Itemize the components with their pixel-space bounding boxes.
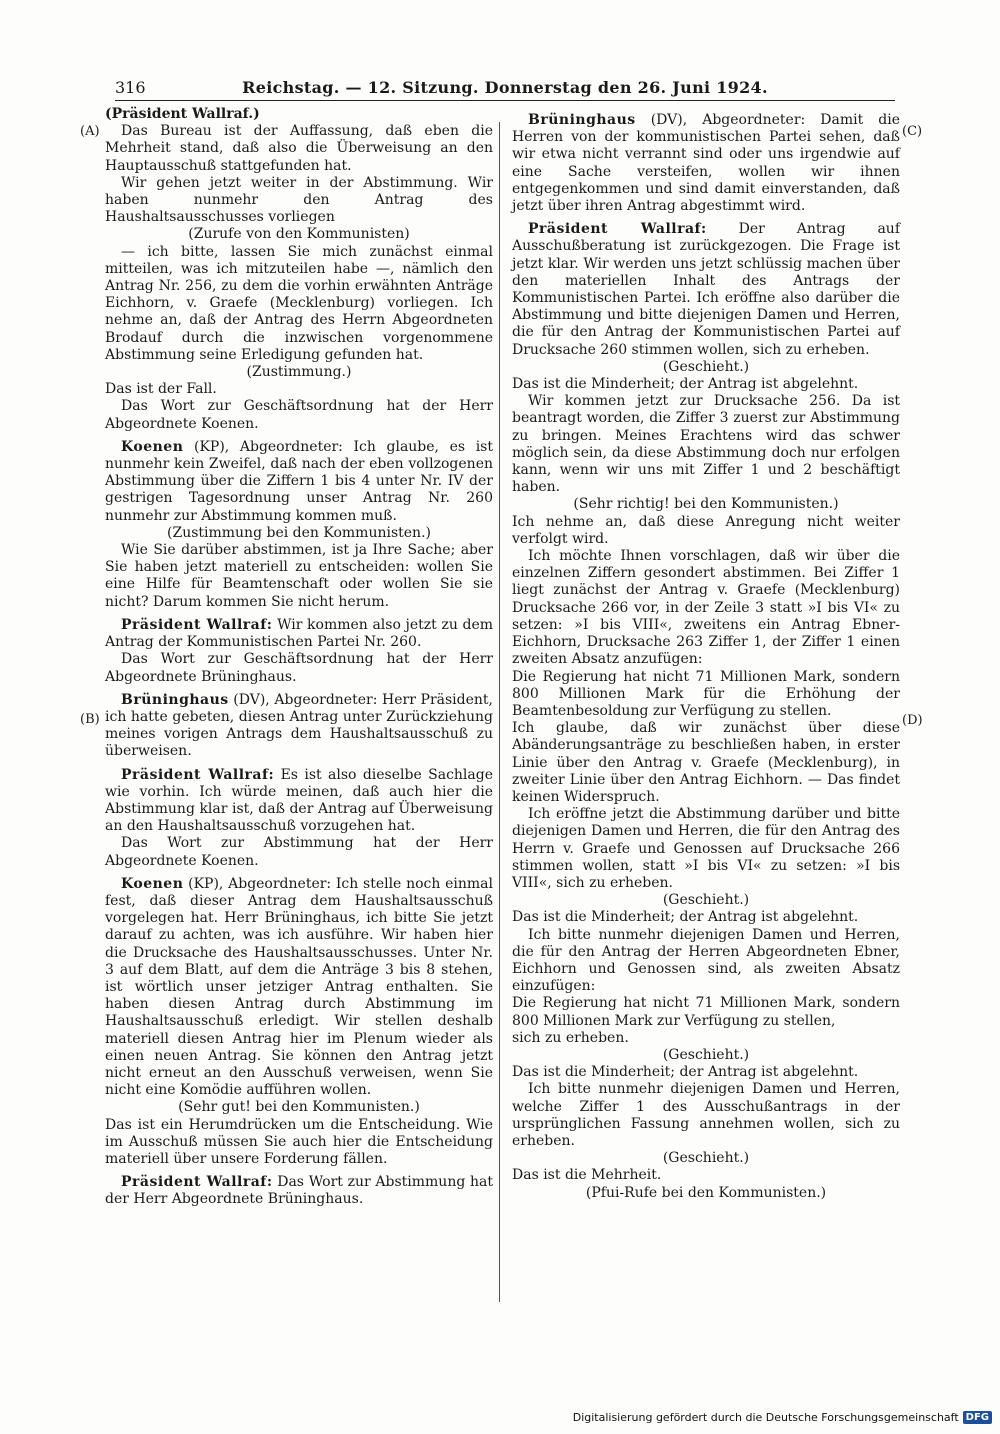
speech-text: Der Antrag auf Ausschußberatung ist zurückgezogen. Die Frage ist jetzt klar. Wir werden uns jetzt schlüssig machen über den materiellen Inhalt des Antrags der Kommunistischen Partei. Ich eröffne also darüber die Abstimmung und bitte diejenigen Damen und Herren, die für den Antrag der Kommunistischen Partei auf Drucksache 260 stimmen wollen, sich zu erheben.	[512, 221, 901, 358]
digitization-footer	[573, 1411, 992, 1424]
speech	[105, 617, 493, 651]
speech-text: (KP), Abgeordneter: Ich stelle noch einmal fest, daß dieser Antrag dem Haushaltsausschuß vorgelegen hat. Herr Brüninghaus, ich bitte Sie jetzt darauf zu achten, was ich ausführe. Wir haben hier die Drucksache des Haushaltsausschusses. Unter Nr. 3 auf dem Blatt, auf dem die Anträge 3 bis 8 stehen, ist wörtlich unser jetziger Antrag enthalten. Sie haben diesen Antrag durch Abstimmung im Haushaltsausschuß erledigt. Wir stellen deshalb materiell diesen Antrag hier im Plenum wieder als einen neuen Antrag. Sie können den Antrag jetzt nicht erneut an den Ausschuß verweisen, wenn Sie nicht eine Komödie aufführen wollen.	[105, 875, 494, 1099]
left-column	[105, 106, 493, 1209]
speech	[105, 1174, 493, 1208]
speech	[512, 221, 900, 359]
paragraph: — ich bitte, lassen Sie mich zunächst einmal mitteilen, was ich mitzuteilen habe —, nämlich den Antrag Nr. 256, zu dem die vorhin erwähnten Anträge Eichhorn, v. Graefe (Mecklenburg) vorliegen. Ich nehme an, daß der Antrag des Herrn Abgeordneten Brodauf durch die inzwischen vorgenommene Abstimmung seine Erledigung gefunden hat.	[105, 243, 493, 363]
running-title: Reichstag. — 12. Sitzung. Donnerstag den 26. Juni 1924.	[242, 78, 768, 97]
paragraph: Das Wort zur Geschäftsordnung hat der Herr Abgeordnete Brüninghaus.	[105, 651, 493, 685]
page-header	[115, 78, 895, 101]
column-divider	[499, 122, 500, 1302]
paragraph: Wir kommen jetzt zur Drucksache 256. Da ist beantragt worden, die Ziffer 3 zuerst zur Abstimmung zu bringen. Meines Erachtens wird das schwer möglich sein, da diese Abstimmung doch nur erfolgen kann, wenn wir uns mit Ziffer 1 und 2 beschäftigt haben.	[512, 393, 900, 496]
paragraph: Ich nehme an, daß diese Anregung nicht weiter verfolgt wird.	[512, 513, 900, 547]
speech-text: Wir kommen also jetzt zu dem Antrag der Kommunistischen Partei Nr. 260.	[105, 616, 494, 651]
margin-marker-c: (C)	[902, 124, 923, 139]
speech	[105, 692, 493, 761]
speech-text: (DV), Abgeordneter: Damit die Herren von der kommunistischen Partei sehen, daß wir etwa nicht verrannt sind oder uns irgendwie auf eine Sache versteifen, wollen wir ihnen entgegenkommen und sind damit einverstanden, daß jetzt über ihren Antrag abgestimmt wird.	[512, 112, 901, 215]
interjection: (Sehr gut! bei den Kommunisten.)	[178, 1099, 420, 1116]
speaker-name: Präsident Wallraf:	[528, 221, 707, 238]
speech	[105, 767, 493, 836]
speech-text: Das Wort zur Abstimmung hat der Herr Abgeordnete Brüninghaus.	[105, 1174, 493, 1208]
quoted-motion: Die Regierung hat nicht 71 Millionen Mark, sondern 800 Millionen Mark für die Erhöhung der Beamtenbesoldung zur Verfügung zu stellen.	[512, 668, 900, 719]
speaker-tag: (Präsident Wallraf.)	[105, 106, 260, 122]
paragraph: Das ist die Mehrheit.	[512, 1167, 662, 1184]
speaker-name: Koenen	[121, 875, 184, 892]
paragraph: Das ist der Fall.	[105, 381, 217, 398]
margin-marker-d: (D)	[902, 713, 923, 728]
speech-text: (KP), Abgeordneter: Ich glaube, es ist nunmehr kein Zweifel, daß nach der eben vollzogenen Abstimmung über die Ziffern 1 bis 4 unter Nr. IV der gestrigen Tagesordnung unser Antrag Nr. 260 nunmehr zur Abstimmung kommen muß.	[105, 438, 493, 524]
paragraph: sich zu erheben.	[512, 1029, 629, 1046]
speaker-name: Koenen	[121, 438, 184, 455]
speech-text: (DV), Abgeordneter: Herr Präsident, ich hatte gebeten, diesen Antrag unter Zurückziehung meines vorigen Antrags dem Haushaltsausschuß zu überweisen.	[105, 691, 493, 760]
quoted-motion: Die Regierung hat nicht 71 Millionen Mark, sondern 800 Millionen Mark zur Verfügung zu stellen,	[512, 995, 900, 1029]
margin-marker-a: (A)	[80, 124, 100, 139]
paragraph: Ich eröffne jetzt die Abstimmung darüber und bitte diejenigen Damen und Herren, die für den Antrag des Herrn v. Graefe und Genossen auf Drucksache 266 stimmen wollen, statt »I bis VI« zu setzen: »I bis VIII«, sich zu erheben.	[512, 806, 900, 891]
speech	[512, 112, 900, 215]
paragraph: Ich bitte nunmehr diejenigen Damen und Herren, die für den Antrag der Herren Abgeordneten Ebner, Eichhorn und Genossen sind, als zweiten Absatz einzufügen:	[512, 926, 900, 995]
paragraph: Das ist die Minderheit; der Antrag ist abgelehnt.	[512, 376, 859, 393]
speech-text: Es ist also dieselbe Sachlage wie vorhin. Ich würde meinen, daß auch hier die Abstimmung klar ist, daß der Antrag auf Überweisung an den Haushaltsausschuß vorzugehen hat.	[105, 766, 493, 835]
interjection: (Pfui-Rufe bei den Kommunisten.)	[585, 1184, 827, 1201]
paragraph: Das Bureau ist der Auffassung, daß eben die Mehrheit stand, daß also die Überweisung an den Hauptausschuß stattgefunden hat.	[105, 123, 493, 174]
speaker-name: Präsident Wallraf:	[121, 766, 275, 783]
speaker-name: Präsident Wallraf:	[121, 616, 273, 633]
interjection: (Zurufe von den Kommunisten)	[188, 226, 410, 243]
margin-marker-b: (B)	[80, 712, 100, 727]
speaker-name: Brüninghaus	[121, 691, 229, 708]
paragraph: Wir gehen jetzt weiter in der Abstimmung. Wir haben nunmehr den Antrag des Haushaltsausschusses vorliegen	[105, 174, 493, 226]
speaker-name: Brüninghaus	[528, 112, 636, 128]
interjection: (Geschieht.)	[662, 892, 750, 909]
paragraph: Das ist die Minderheit; der Antrag ist abgelehnt.	[512, 909, 859, 926]
interjection: (Geschieht.)	[662, 358, 750, 375]
dfg-logo-icon: DFG	[963, 1411, 992, 1424]
paragraph: Wie Sie darüber abstimmen, ist ja Ihre Sache; aber Sie haben jetzt materiell zu entscheiden: wollen Sie eine Hilfe für Beamtenschaft oder wollen Sie sie nicht? Darum kommen Sie nicht herum.	[105, 542, 493, 610]
paragraph: Ich glaube, daß wir zunächst über diese Abänderungsanträge zu beschließen haben, in erster Linie über den Antrag v. Graefe (Mecklenburg), in zweiter Linie über den Antrag Eichhorn. — Das findet keinen Widerspruch.	[512, 720, 900, 805]
paragraph: Das ist die Minderheit; der Antrag ist abgelehnt.	[512, 1064, 859, 1081]
interjection: (Zustimmung bei den Kommunisten.)	[167, 524, 431, 541]
paragraph: Das Wort zur Abstimmung hat der Herr Abgeordnete Koenen.	[105, 835, 493, 869]
paragraph: Ich möchte Ihnen vorschlagen, daß wir über die einzelnen Ziffern gesondert abstimmen. Bei Ziffer 1 liegt zunächst der Antrag v. Graefe (Mecklenburg) Drucksache 266 vor, in der Zeile 3 statt »I bis VI« zu setzen: »I bis VIII«, zweitens ein Antrag Ebner-Eichhorn, Drucksache 263 Ziffer 1, der Ziffer 1 einen zweiten Absatz anzufügen:	[512, 548, 900, 668]
speech	[105, 439, 493, 525]
speaker-name: Präsident Wallraf:	[121, 1174, 273, 1191]
paragraph: Das Wort zur Geschäftsordnung hat der Herr Abgeordnete Koenen.	[105, 398, 493, 432]
interjection: (Geschieht.)	[662, 1150, 750, 1167]
page-number: 316	[115, 78, 146, 97]
speech	[105, 876, 493, 1100]
footer-text: Digitalisierung gefördert durch die Deutsche Forschungsgemeinschaft	[572, 1411, 959, 1424]
paragraph: Das ist ein Herumdrücken um die Entscheidung. Wie im Ausschuß müssen Sie auch hier die Entscheidung materiell über unsere Forderung fällen.	[105, 1116, 493, 1167]
interjection: (Geschieht.)	[662, 1046, 750, 1063]
interjection: (Zustimmung.)	[246, 364, 352, 381]
paragraph: Ich bitte nunmehr diejenigen Damen und Herren, welche Ziffer 1 des Ausschußantrags in der ursprünglichen Fassung annehmen wollen, sich zu erheben.	[512, 1081, 900, 1149]
right-column	[512, 106, 900, 1202]
interjection: (Sehr richtig! bei den Kommunisten.)	[573, 496, 839, 513]
